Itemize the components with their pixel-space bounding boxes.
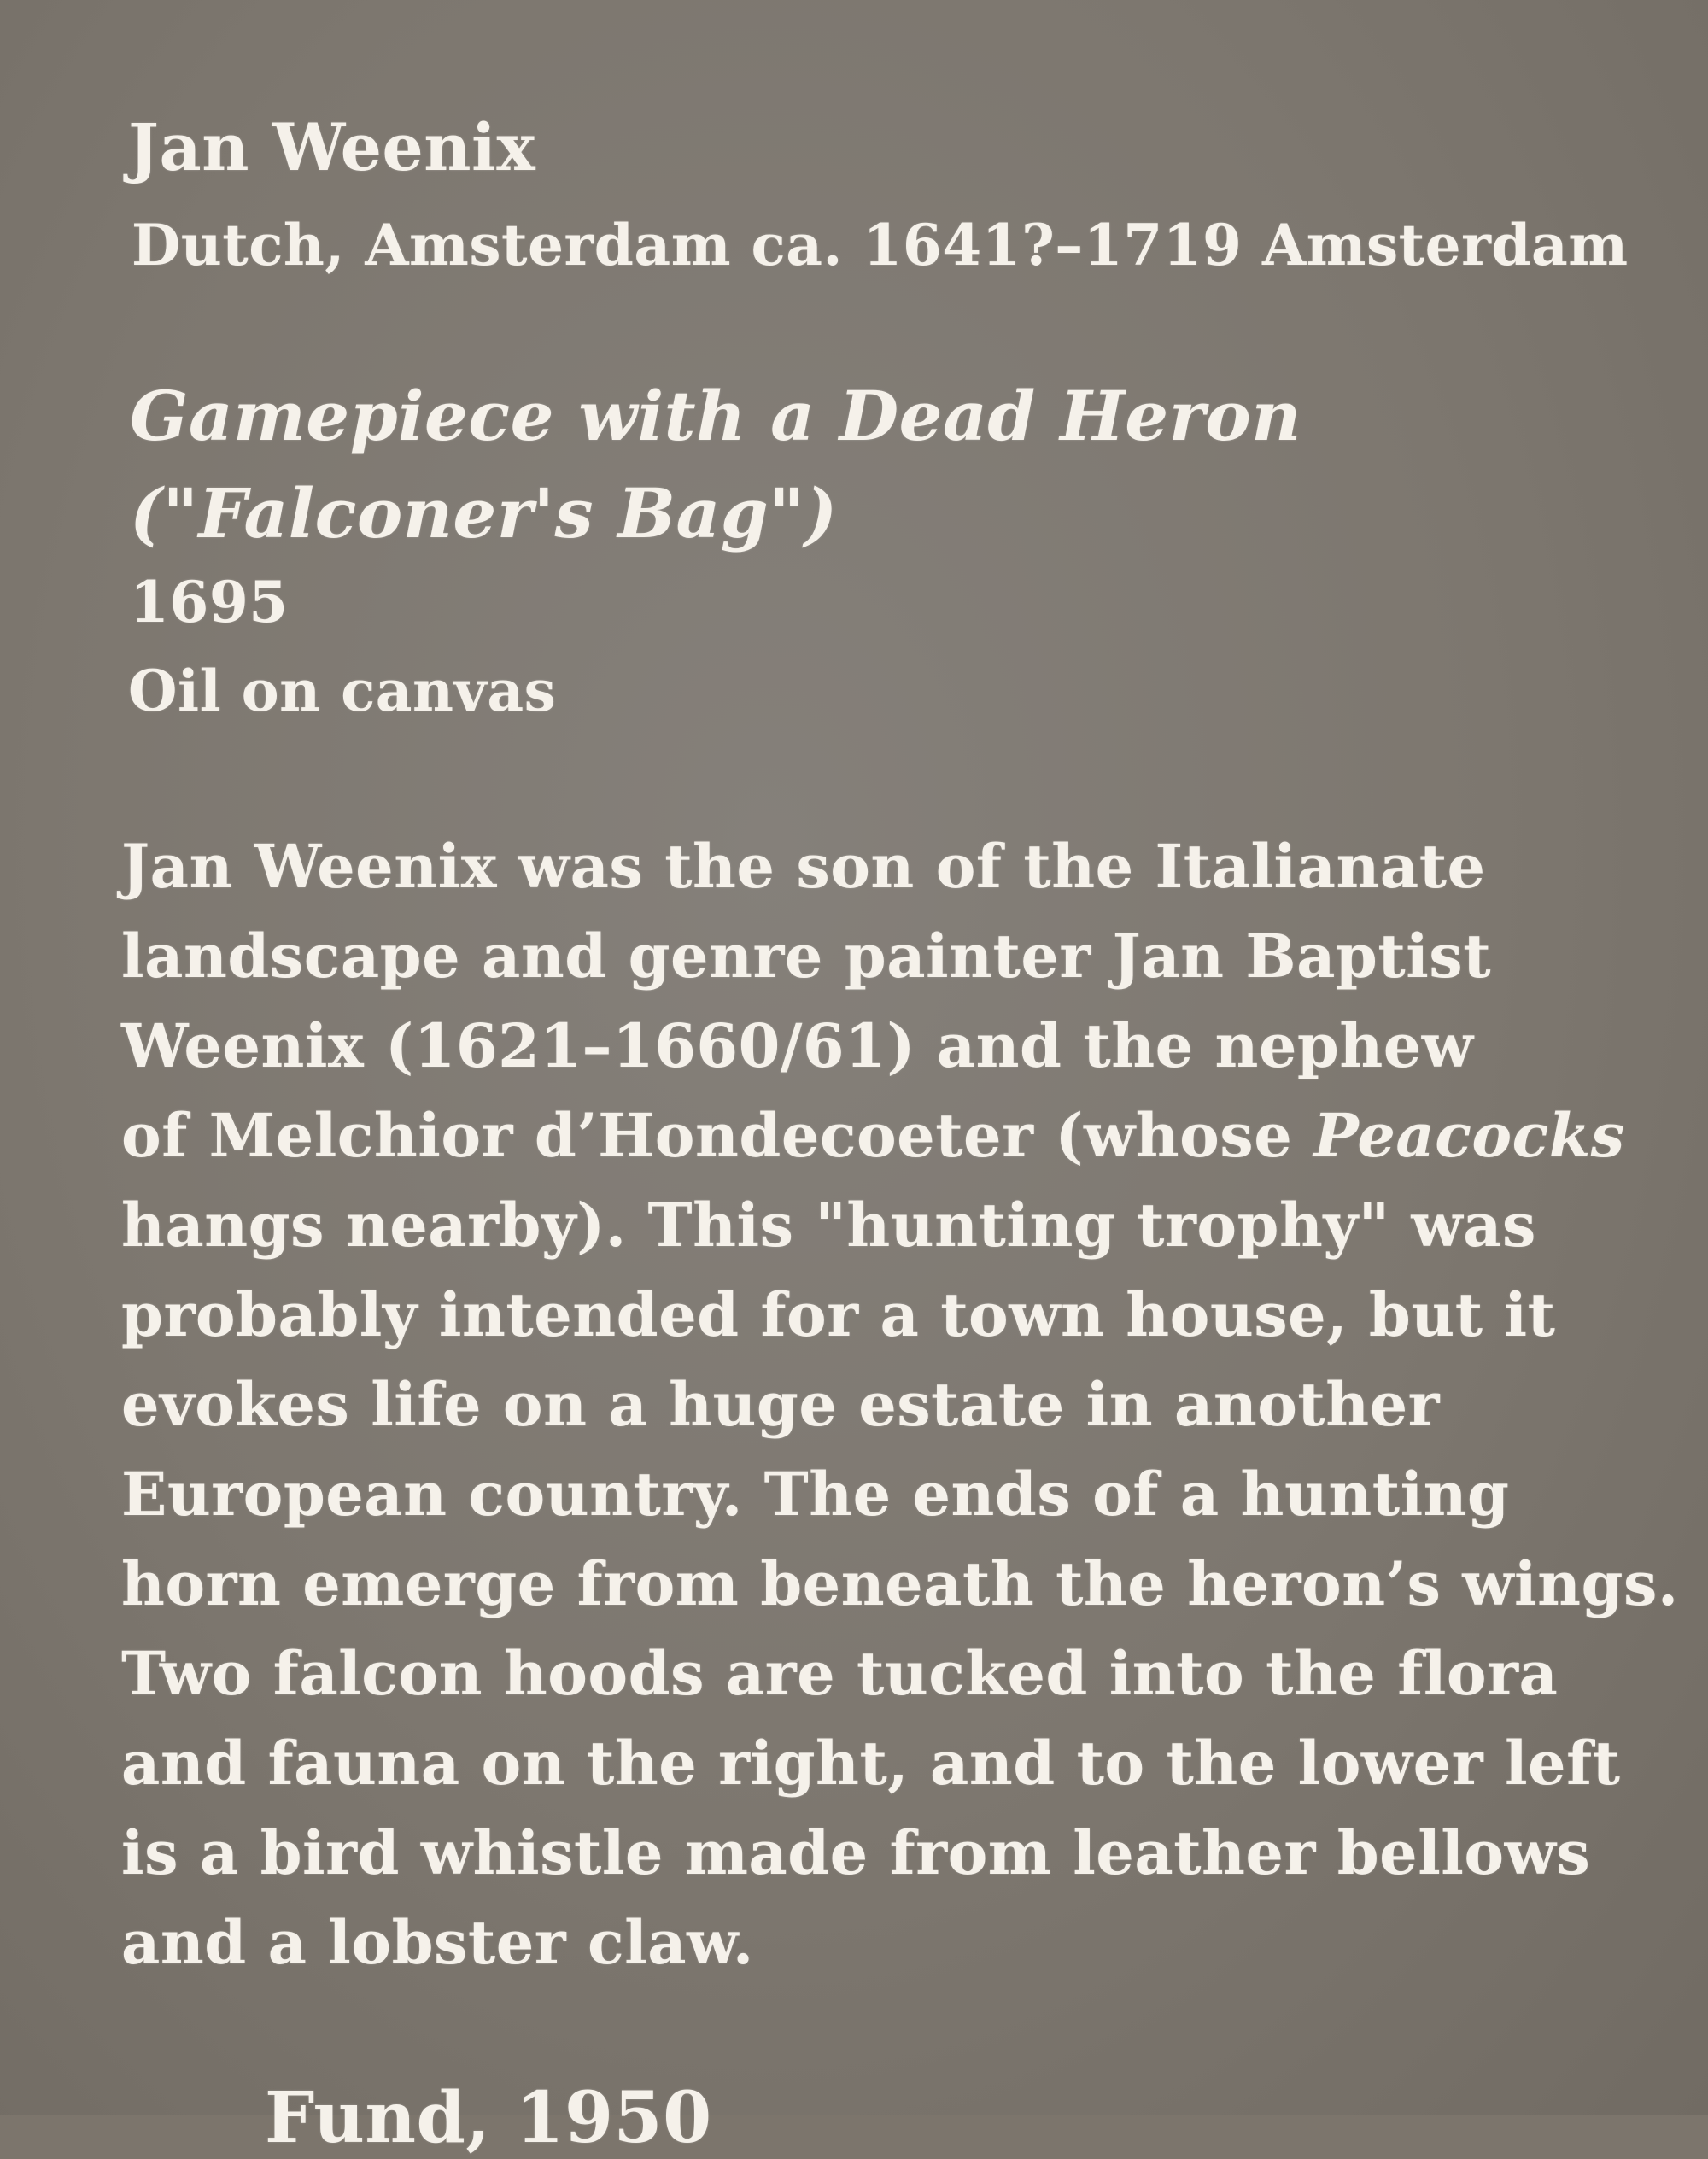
- artist-bio: Dutch, Amsterdam ca. 1641?–1719 Amsterdam: [132, 212, 1629, 278]
- description-line: European country. The ends of a hunting: [121, 1459, 1510, 1530]
- artwork-reference: Peacocks: [1313, 1100, 1625, 1171]
- description-text: of Melchior d’Hondecoeter (whose: [121, 1100, 1314, 1171]
- description-line: Two falcon hoods are tucked into the flora: [121, 1638, 1559, 1709]
- description-line: landscape and genre painter Jan Baptist: [121, 921, 1492, 992]
- artwork-date: 1695: [130, 569, 289, 635]
- artwork-medium: Oil on canvas: [128, 658, 557, 724]
- description-line: Jan Weenix was the son of the Italianate: [121, 831, 1486, 902]
- description-line: evokes life on a huge estate in another: [121, 1369, 1441, 1440]
- description-line: and fauna on the right, and to the lower left: [121, 1728, 1621, 1799]
- artwork-title-line-2: ("Falconer's Bag"): [130, 473, 838, 553]
- description-line: is a bird whistle made from leather bellows: [121, 1817, 1591, 1888]
- artist-name: Jan Weenix: [128, 109, 536, 185]
- description-line: Weenix (1621–1660/61) and the nephew: [121, 1010, 1474, 1081]
- artwork-title-line-1: Gamepiece with a Dead Heron: [130, 376, 1301, 456]
- description-line: probably intended for a town house, but it: [121, 1279, 1556, 1350]
- description-line: and a lobster claw.: [121, 1907, 754, 1978]
- credit-line-partial: Fund, 1950: [265, 2077, 712, 2159]
- description-line: horn emerge from beneath the heron’s wings.: [121, 1548, 1679, 1619]
- description-line: hangs nearby). This "hunting trophy" was: [121, 1190, 1536, 1261]
- description-line: [121, 1100, 1625, 1171]
